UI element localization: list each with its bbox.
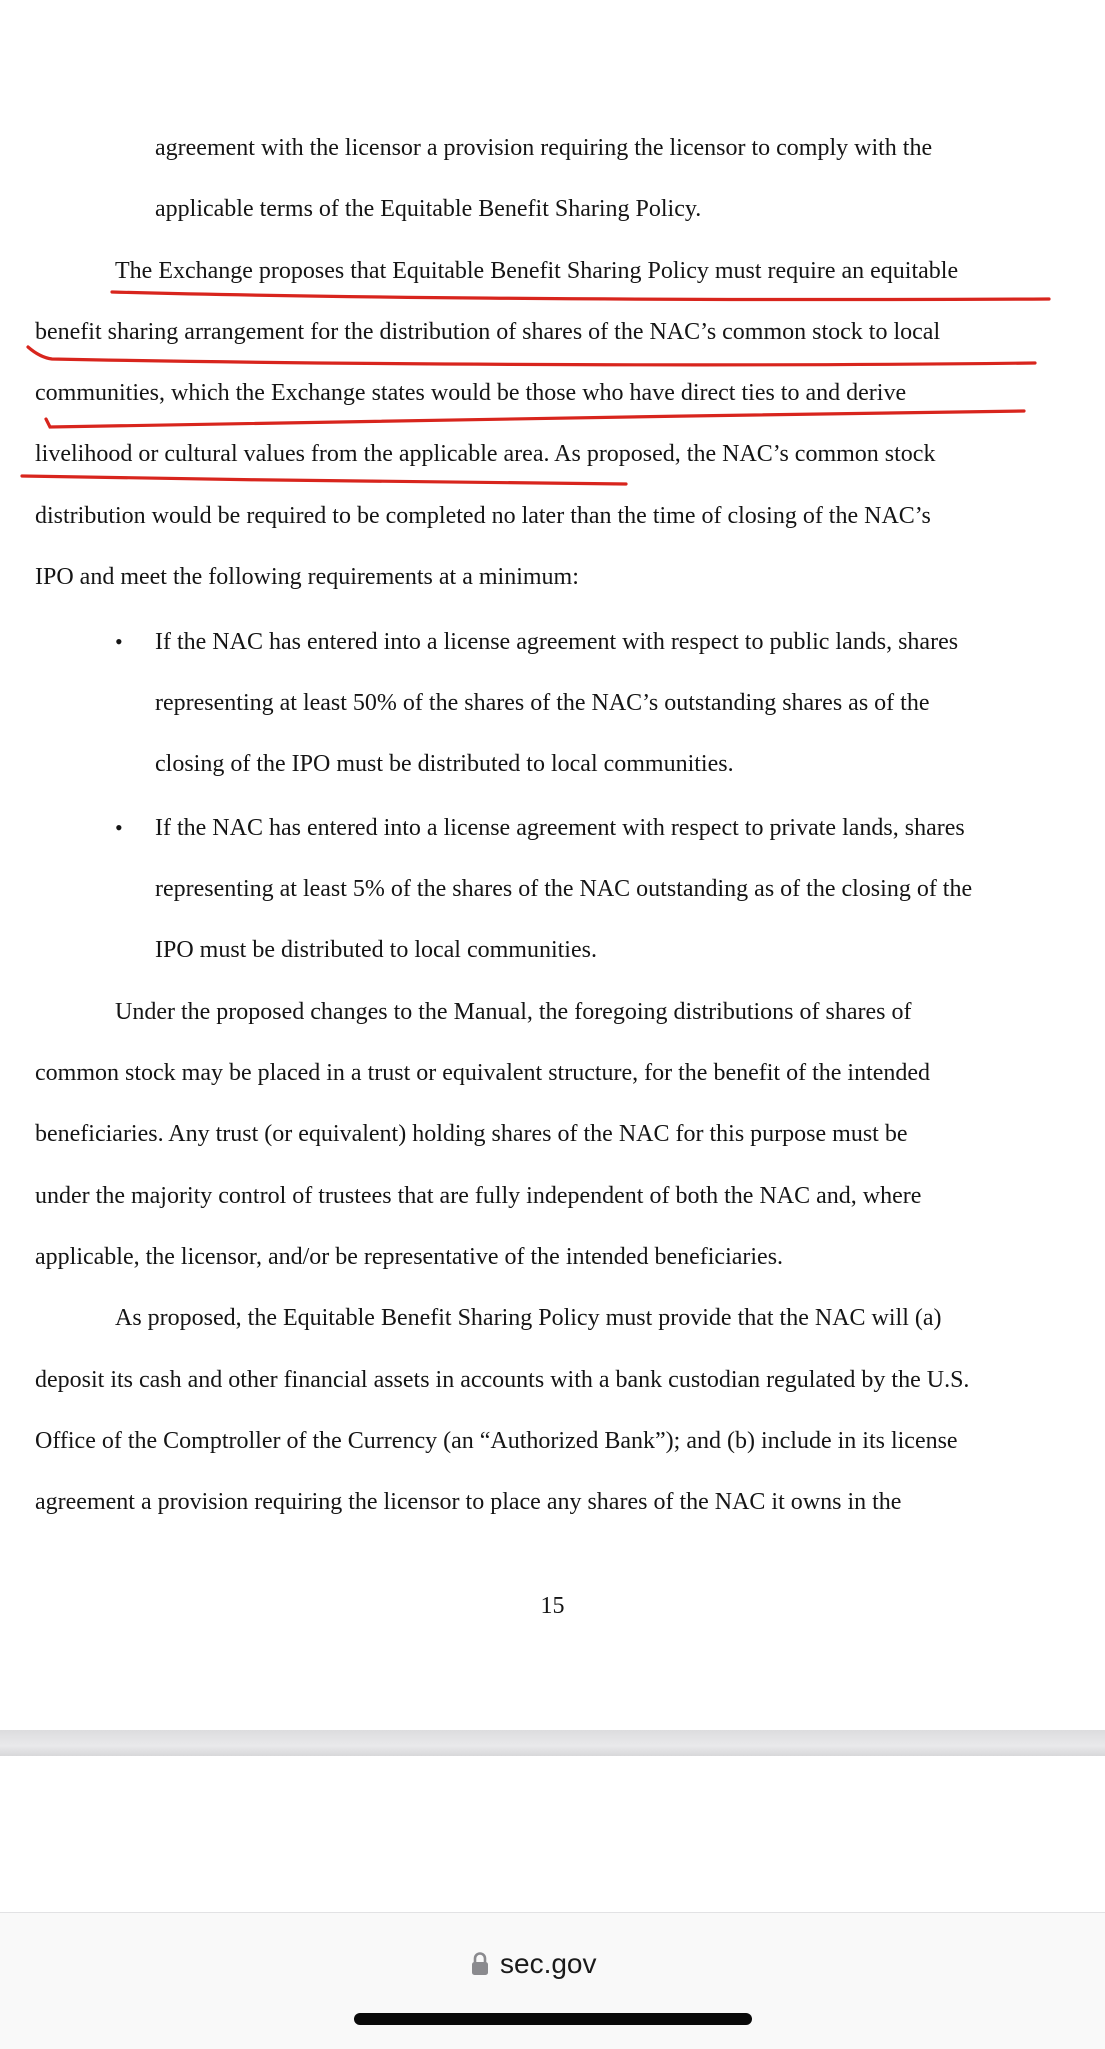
text-line: benefit sharing arrangement for the distribution of shares of the NAC’s common stock to local [35,319,941,345]
url-text: sec.gov [500,1948,597,1979]
underline-stroke [112,292,1049,300]
bullet-text-line: If the NAC has entered into a license agreement with respect to private lands, shares [155,815,965,841]
text-line: As proposed, the Equitable Benefit Sharing Policy must provide that the NAC will (a) [115,1305,942,1331]
bullet-text-line: closing of the IPO must be distributed to local communities. [155,751,734,777]
text-line: applicable, the licensor, and/or be representative of the intended beneficiaries. [35,1244,784,1270]
home-indicator[interactable] [354,2013,752,2025]
page-divider [0,1730,1105,1756]
lock-icon [470,1951,490,1977]
text-line: IPO and meet the following requirements at a minimum: [35,564,579,590]
text-line: Under the proposed changes to the Manual, the foregoing distributions of shares of [115,999,912,1025]
text-line: applicable terms of the Equitable Benefit Sharing Policy. [155,196,702,222]
bullet-text-line: representing at least 5% of the shares of the NAC outstanding as of the closing of the [155,876,973,902]
page-number: 15 [540,1593,565,1619]
underline-stroke [22,476,626,484]
text-line: beneficiaries. Any trust (or equivalent) holding shares of the NAC for this purpose must be [35,1121,908,1147]
bullet-text-line: representing at least 50% of the shares of the NAC’s outstanding shares as of the [155,690,930,716]
text-line: communities, which the Exchange states would be those who have direct ties to and derive [35,380,907,406]
bullet-text-line: IPO must be distributed to local communities. [155,937,597,963]
text-line: agreement a provision requiring the licensor to place any shares of the NAC it owns in the [35,1489,902,1515]
text-line: deposit its cash and other financial assets in accounts with a bank custodian regulated by the U.S. [35,1367,970,1393]
text-line: Office of the Comptroller of the Currency (an “Authorized Bank”); and (b) include in its license [35,1428,958,1454]
text-line: agreement with the licensor a provision requiring the licensor to comply with the [155,135,933,161]
text-line: The Exchange proposes that Equitable Benefit Sharing Policy must require an equitable [115,258,959,284]
text-line: common stock may be placed in a trust or equivalent structure, for the benefit of the intended [35,1060,931,1086]
url-display[interactable] [470,1944,597,1984]
bullet-marker: • [115,815,123,840]
underline-stroke [28,347,1035,365]
text-line: under the majority control of trustees that are fully independent of both the NAC and, where [35,1183,922,1209]
text-line: distribution would be required to be completed no later than the time of closing of the NAC’s [35,503,931,529]
underline-stroke [46,411,1024,427]
bullet-text-line: If the NAC has entered into a license agreement with respect to public lands, shares [155,629,959,655]
bullet-marker: • [115,629,123,654]
text-line: livelihood or cultural values from the applicable area. As proposed, the NAC’s common stock [35,441,936,467]
